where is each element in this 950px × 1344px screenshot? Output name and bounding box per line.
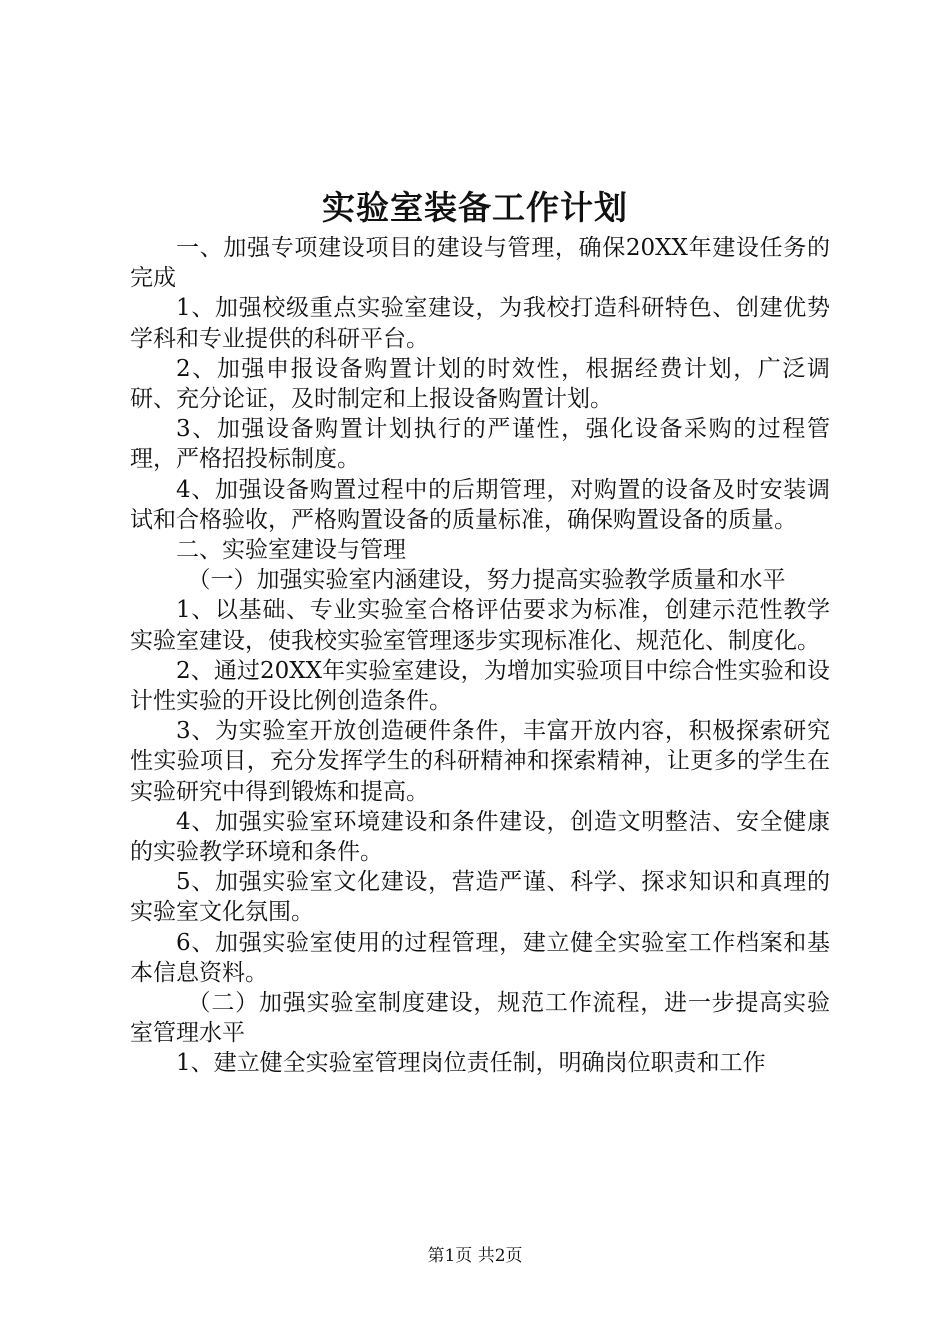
- subsection-heading: （二）加强实验室制度建设，规范工作流程，进一步提高实验室管理水平: [130, 990, 830, 1047]
- paragraph: 1、加强校级重点实验室建设，为我校打造科研特色、创建优势学科和专业提供的科研平台。: [130, 295, 830, 352]
- paragraph: 6、加强实验室使用的过程管理，建立健全实验室工作档案和基本信息资料。: [130, 929, 830, 986]
- paragraph: 3、加强设备购置计划执行的严谨性，强化设备采购的过程管理，严格招投标制度。: [130, 416, 830, 473]
- page-footer: 第1页 共2页: [427, 1246, 523, 1266]
- paragraph: 3、为实验室开放创造硬件条件，丰富开放内容，积极探索研究性实验项目，充分发挥学生的科研精神和探索精神，让更多的学生在实验研究中得到锻炼和提高。: [130, 718, 830, 805]
- section-heading: 一、加强专项建设项目的建设与管理，确保20XX年建设任务的完成: [130, 235, 830, 292]
- paragraph: 2、通过20XX年实验室建设，为增加实验项目中综合性实验和设计性实验的开设比例创造条件。: [130, 657, 830, 715]
- subsection-heading: （一）加强实验室内涵建设，努力提高实验教学质量和水平: [187, 567, 786, 594]
- document-body: [130, 233, 830, 1079]
- paragraph: 4、加强实验室环境建设和条件建设，创造文明整洁、安全健康的实验教学环境和条件。: [130, 808, 830, 866]
- paragraph: 1、以基础、专业实验室合格评估要求为标准，创建示范性教学实验室建设，使我校实验室管理逐步实现标准化、规范化、制度化。: [130, 597, 830, 654]
- paragraph: 4、加强设备购置过程中的后期管理，对购置的设备及时安装调试和合格验收，严格购置设备的质量标准，确保购置设备的质量。: [130, 476, 830, 533]
- document-title: 实验室装备工作计划: [322, 188, 628, 227]
- paragraph: 5、加强实验室文化建设，营造严谨、科学、探求知识和真理的实验室文化氛围。: [130, 869, 830, 926]
- paragraph: 1、建立健全实验室管理岗位责任制，明确岗位职责和工作: [176, 1050, 766, 1077]
- section-heading: 二、实验室建设与管理: [176, 537, 406, 564]
- paragraph: 2、加强申报设备购置计划的时效性，根据经费计划，广泛调研、充分论证，及时制定和上报设备购置计划。: [130, 355, 830, 413]
